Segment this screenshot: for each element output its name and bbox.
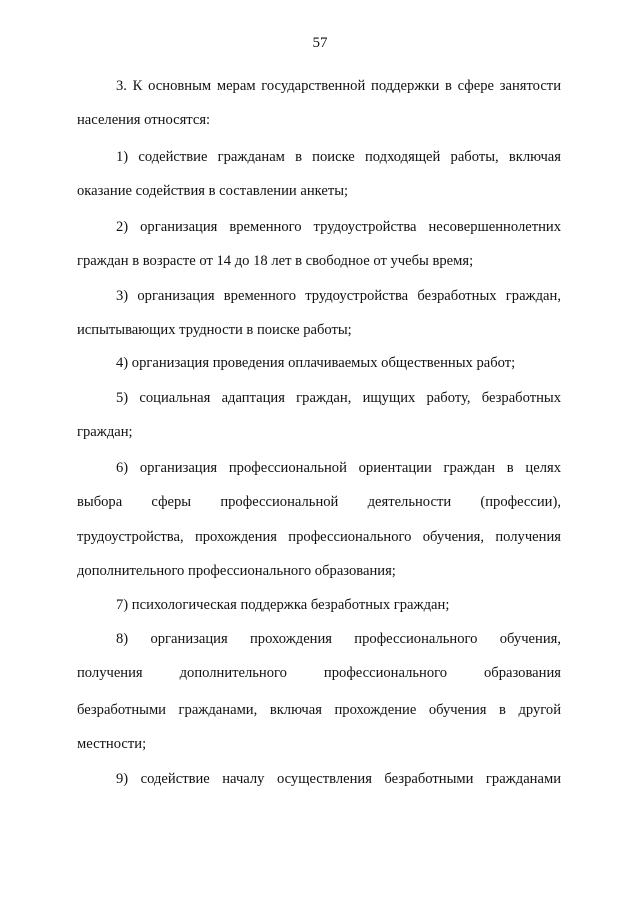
list-item-8-line: получения дополнительного профессионального образования bbox=[77, 665, 561, 681]
list-item-6-line: выбора сферы профессиональной деятельности (профессии), bbox=[77, 494, 561, 510]
page-number: 57 bbox=[312, 35, 328, 51]
list-item-1-line: 1) содействие гражданам в поиске подходящей работы, включая bbox=[116, 149, 561, 165]
list-item-3-line: 3) организация временного трудоустройства безработных граждан, bbox=[116, 288, 561, 304]
list-item-4-line: 4) организация проведения оплачиваемых общественных работ; bbox=[116, 355, 516, 371]
list-item-6-line: трудоустройства, прохождения профессионального обучения, получения bbox=[77, 529, 561, 545]
list-item-6-line: дополнительного профессионального образования; bbox=[77, 563, 396, 579]
list-item-2-line: граждан в возрасте от 14 до 18 лет в свободное от учебы время; bbox=[77, 253, 474, 269]
list-item-8-line: безработными гражданами, включая прохождение обучения в другой bbox=[77, 702, 561, 718]
list-item-6-line: 6) организация профессиональной ориентации граждан в целях bbox=[116, 460, 561, 476]
list-item-2-line: 2) организация временного трудоустройства несовершеннолетних bbox=[116, 219, 561, 235]
list-item-5-line: 5) социальная адаптация граждан, ищущих работу, безработных bbox=[116, 390, 561, 406]
list-item-3-line: испытывающих трудности в поиске работы; bbox=[77, 322, 352, 338]
list-item-5-line: граждан; bbox=[77, 424, 133, 440]
list-item-1-line: оказание содействия в составлении анкеты; bbox=[77, 183, 349, 199]
list-item-8-line: местности; bbox=[77, 736, 147, 752]
paragraph-line: населения относятся: bbox=[77, 112, 211, 128]
paragraph-line: 3. К основным мерам государственной поддержки в сфере занятости bbox=[116, 78, 561, 94]
list-item-9-line: 9) содействие началу осуществления безработными гражданами bbox=[116, 771, 561, 787]
list-item-8-line: 8) организация прохождения профессионального обучения, bbox=[116, 631, 561, 647]
list-item-7-line: 7) психологическая поддержка безработных граждан; bbox=[116, 597, 450, 613]
